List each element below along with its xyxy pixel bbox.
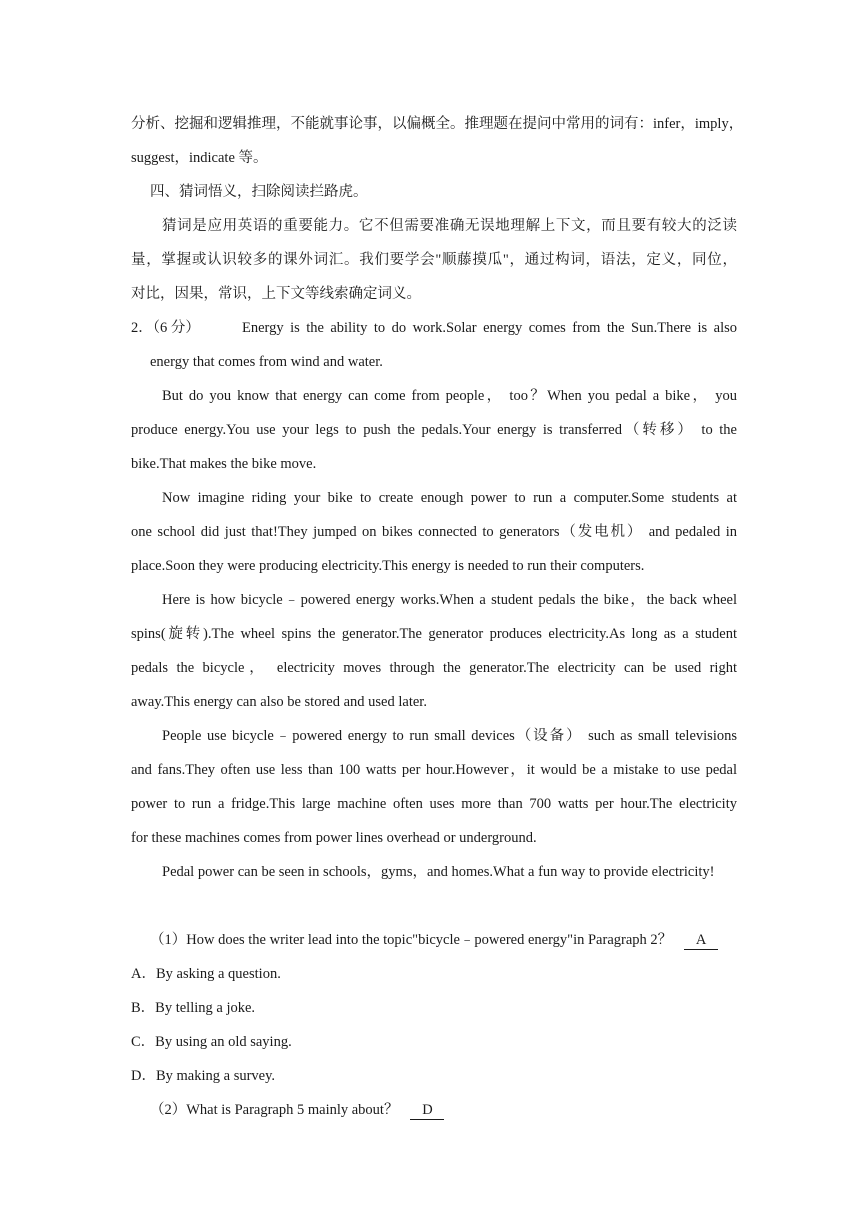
passage-p2-line-1: But do you know that energy can come from people， too？When you pedal a bike， you	[162, 388, 737, 404]
sub-question-1-option-c: C．By using an old saying.	[131, 1034, 292, 1050]
section-4-line-2: 量，掌握或认识较多的课外词汇。我们要学会"顺藤摸瓜"，通过构词，语法，定义，同位，	[131, 252, 737, 268]
passage-p4-line-3: pedals the bicycle， electricity moves through the generator.The electricity can be used right	[131, 660, 737, 676]
sub-question-1-option-b: B．By telling a joke.	[131, 1000, 256, 1016]
passage-p5-line-2: and fans.They often use less than 100 watts per hour.However，it would be a mistake to use pedal	[131, 762, 737, 778]
passage-p5-line-1: People use bicycle﹣powered energy to run small devices（设备） such as small televisions	[162, 728, 737, 744]
sub-question-1-option-a: A．By asking a question.	[131, 966, 281, 982]
passage-p2-line-3: bike.That makes the bike move.	[131, 456, 317, 472]
section-4-line-3: 对比，因果，常识，上下文等线索确定词义。	[131, 286, 421, 302]
sub-question-2-answer: D	[410, 1102, 444, 1120]
question-number: 2．（6 分）	[131, 320, 200, 336]
sub-question-1	[150, 930, 718, 950]
sub-question-1-option-d: D．By making a survey.	[131, 1068, 276, 1084]
passage-p4-line-1: Here is how bicycle﹣powered energy works.When a student pedals the bike，the back wheel	[162, 592, 737, 608]
passage-p6-line-1: Pedal power can be seen in schools，gyms，and homes.What a fun way to provide electricity!	[162, 864, 715, 880]
sub-question-2	[150, 1100, 444, 1120]
passage-p3-line-2: one school did just that!They jumped on bikes connected to generators（发电机） and pedaled in	[131, 524, 737, 540]
passage-p4-line-4: away.This energy can also be stored and used later.	[131, 694, 427, 710]
intro-line-1: 分析、挖掘和逻辑推理，不能就事论事，以偏概全。推理题在提问中常用的词有：infer，imply，	[131, 116, 744, 132]
passage-p2-line-2: produce energy.You use your legs to push the pedals.Your energy is transferred（转移） to the	[131, 422, 737, 438]
sub-question-2-prompt: （2）What is Paragraph 5 mainly about？	[150, 1102, 399, 1118]
section-4-title: 四、猜词悟义，扫除阅读拦路虎。	[150, 184, 368, 200]
sub-question-1-answer: A	[684, 932, 718, 950]
passage-p3-line-3: place.Soon they were producing electricity.This energy is needed to run their computers.	[131, 558, 645, 574]
passage-p5-line-3: power to run a fridge.This large machine often uses more than 700 watts per hour.The electricity	[131, 796, 737, 812]
passage-p5-line-4: for these machines comes from power lines overhead or underground.	[131, 830, 537, 846]
passage-p1-line-2: energy that comes from wind and water.	[150, 354, 383, 370]
passage-p1-line-1: Energy is the ability to do work.Solar energy comes from the Sun.There is also	[242, 320, 737, 336]
intro-line-2: suggest，indicate 等。	[131, 150, 268, 166]
sub-question-1-prompt: （1）How does the writer lead into the topic"bicycle﹣powered energy"in Paragraph 2？	[150, 932, 673, 948]
passage-p3-line-1: Now imagine riding your bike to create enough power to run a computer.Some students at	[162, 490, 737, 506]
section-4-line-1: 猜词是应用英语的重要能力。它不但需要准确无误地理解上下文，而且要有较大的泛读	[162, 218, 737, 234]
passage-p4-line-2: spins(旋转).The wheel spins the generator.The generator produces electricity.As long as a student	[131, 626, 737, 642]
